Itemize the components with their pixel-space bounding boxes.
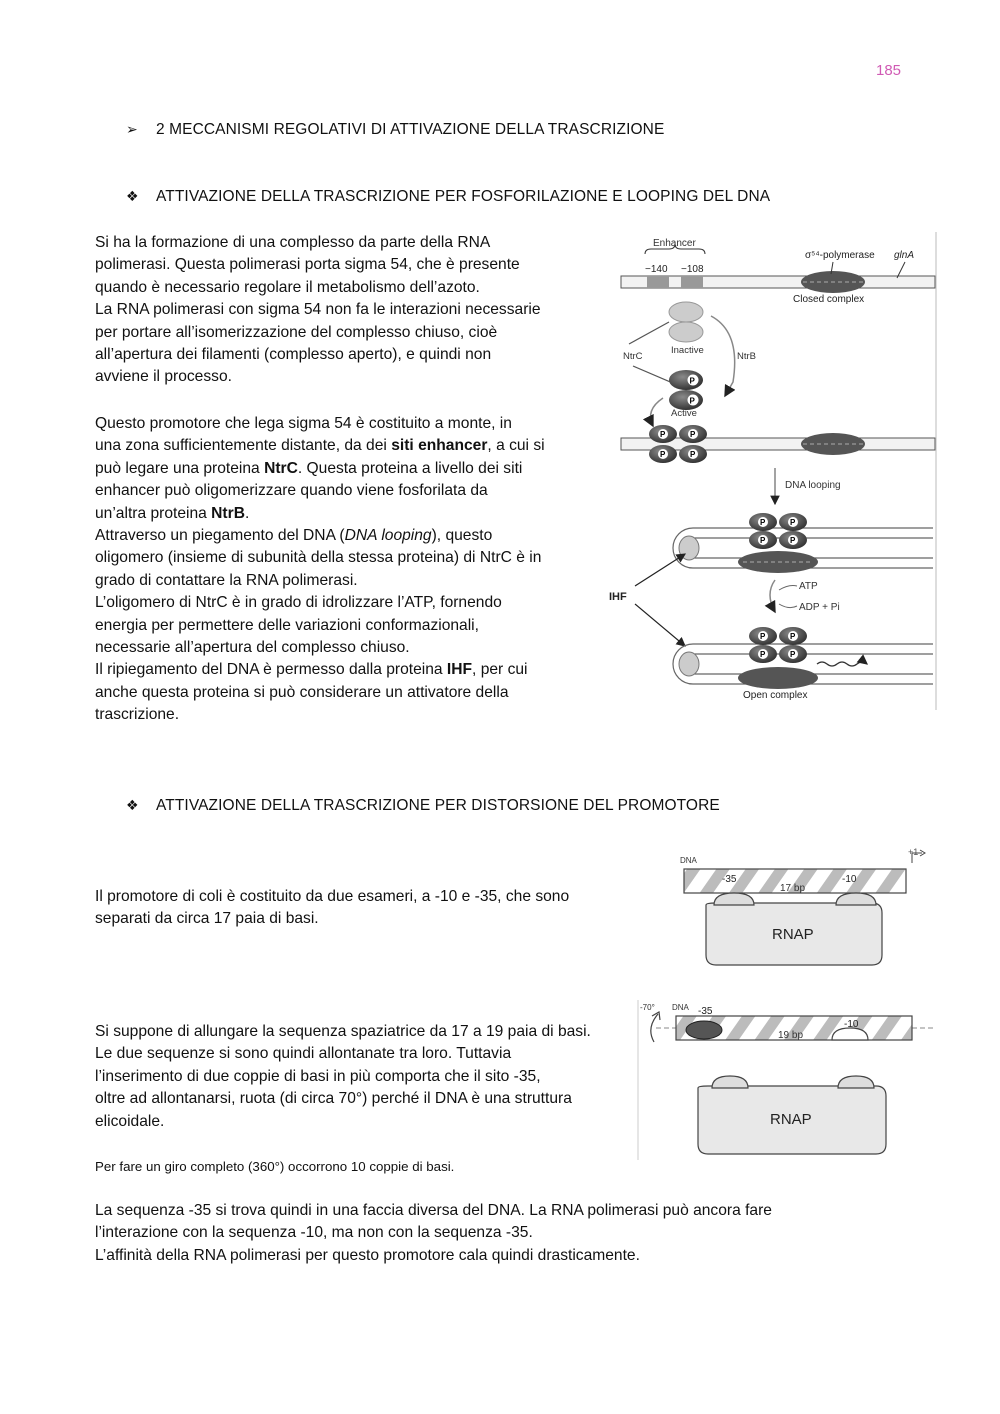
svg-text:P: P [790, 518, 796, 527]
text-line: all’apertura dei filamenti (complesso aperto), e quindi non [95, 346, 492, 364]
atp-label: ATP [799, 581, 818, 592]
page-number: 185 [876, 62, 902, 79]
minus-140-label: −140 [645, 264, 668, 275]
rnap-label: RNAP [772, 926, 814, 943]
section2-paragraph-2 [95, 1021, 640, 1133]
term-siti-enhancer: siti enhancer [391, 437, 488, 455]
text-line: separati da circa 17 paia di basi. [95, 910, 319, 928]
svg-text:P: P [760, 650, 766, 659]
open-complex-label: Open complex [743, 690, 808, 701]
text-line: oligomero (insieme di subunità della stessa proteina) di NtrC è in [95, 549, 542, 567]
minus-10-label: -10 [842, 874, 857, 885]
section2-paragraph-3 [95, 1200, 875, 1267]
minus-108-label: −108 [681, 264, 704, 275]
text-line: l’inserimento di due coppie di basi in più comporta che il sito -35, [95, 1067, 541, 1085]
arrow-bullet-icon: ➢ [126, 121, 138, 137]
spacer-17bp-label: 17 bp [780, 883, 806, 894]
text-line: Si suppone di allungare la sequenza spaziatrice da 17 a 19 paia di basi. [95, 1023, 591, 1040]
text-line: elicoidale. [95, 1112, 165, 1130]
text-line: l’interazione con la sequenza -10, ma non con la sequenza -35. [95, 1224, 533, 1242]
text-line: L’oligomero di NtrC è in grado di idrolizzare l’ATP, fornendo [95, 594, 502, 612]
svg-text:P: P [760, 632, 766, 641]
text-line: Attraverso un piegamento del DNA (DNA looping), questo [95, 527, 493, 545]
section1-paragraph-2 [95, 413, 595, 727]
text-line: per portare all’isomerizzazione del complesso chiuso, cioè [95, 323, 498, 341]
ihf-label: IHF [609, 591, 627, 603]
text-line: necessarie all’apertura del complesso chiuso. [95, 639, 410, 657]
term-ntrc: NtrC [264, 459, 298, 477]
text-line: Si ha la formazione di una complesso da parte della RNA [95, 234, 491, 251]
enhancer-site [681, 276, 703, 288]
svg-text:P: P [690, 450, 696, 459]
main-heading-text: 2 MECCANISMI REGOLATIVI DI ATTIVAZIONE DELLA TRASCRIZIONE [156, 121, 665, 138]
text-line: enhancer può oligomerizzare quando viene fosforilata da [95, 482, 488, 500]
minus-10-label: -10 [844, 1019, 859, 1030]
svg-text:P: P [760, 536, 766, 545]
dna-looping-label: DNA looping [785, 480, 841, 491]
diamond-bullet-icon: ❖ [126, 797, 139, 813]
text-line: Questo promotore che lega sigma 54 è costituito a monte, in [95, 415, 512, 432]
promoter-17bp-figure [676, 843, 938, 967]
minus-35-label: -35 [698, 1006, 713, 1017]
spacer-19bp-label: 19 bp [778, 1030, 804, 1041]
enhancer-label: Enhancer [653, 238, 696, 249]
ntrc-label: NtrC [623, 351, 643, 362]
section2-note: Per fare un giro completo (360°) occorrono 10 coppie di basi. [95, 1159, 455, 1174]
svg-text:P: P [790, 536, 796, 545]
text-line: oltre ad allontanarsi, ruota (di circa 70°) perché il DNA è una struttura [95, 1090, 572, 1108]
text-line: quando è necessario regolare il metabolismo dell’azoto. [95, 278, 480, 296]
enhancer-site [647, 276, 669, 288]
text-line: grado di contattare la RNA polimerasi. [95, 571, 358, 589]
text-line: avviene il processo. [95, 368, 232, 386]
svg-text:P: P [689, 376, 695, 386]
term-ntrb: NtrB [211, 504, 245, 522]
text-line: L’affinità della RNA polimerasi per questo promotore cala quindi drasticamente. [95, 1246, 640, 1264]
dna-label: DNA [680, 856, 697, 865]
section1-paragraph-1 [95, 232, 595, 389]
text-line: polimerasi. Questa polimerasi porta sigma 54, che è presente [95, 256, 520, 274]
text-line: Il ripiegamento del DNA è permesso dalla proteina IHF, per cui [95, 661, 528, 679]
text-line: un’altra proteina NtrB. [95, 504, 250, 522]
svg-text:P: P [660, 450, 666, 459]
text-line: anche questa proteina si può considerare un attivatore della [95, 683, 509, 701]
text-line: una zona sufficientemente distante, da dei siti enhancer, a cui si [95, 437, 545, 455]
section2-paragraph-1 [95, 886, 635, 931]
glna-label: glnA [894, 250, 915, 261]
section1-heading [126, 188, 770, 206]
ntrb-label: NtrB [737, 351, 756, 362]
svg-text:P: P [689, 396, 695, 406]
inactive-label: Inactive [671, 345, 704, 356]
minus-35-site [686, 1021, 722, 1039]
text-line: Le due sequenze si sono quindi allontanate tra loro. Tuttavia [95, 1045, 512, 1063]
text-line: può legare una proteina NtrC. Questa proteina a livello dei siti [95, 459, 523, 477]
rotation-angle-label: -70° [640, 1003, 655, 1012]
plus1-label: +1 [908, 847, 919, 857]
minus-35-label: -35 [722, 874, 737, 885]
diamond-bullet-icon: ❖ [126, 188, 139, 204]
section2-title: ATTIVAZIONE DELLA TRASCRIZIONE PER DISTORSIONE DEL PROMOTORE [156, 797, 720, 814]
svg-text:P: P [660, 430, 666, 439]
ntrc-looping-figure [593, 232, 938, 710]
section2-heading [126, 797, 720, 815]
term-ihf: IHF [446, 661, 473, 679]
text-line: Il promotore di coli è costituito da due esameri, a -10 e -35, che sono [95, 888, 570, 905]
dna-label: DNA [672, 1003, 689, 1012]
text-line: La RNA polimerasi con sigma 54 non fa le interazioni necessarie [95, 301, 541, 319]
svg-text:P: P [760, 518, 766, 527]
rnap-label: RNAP [770, 1111, 812, 1128]
adp-pi-label: ADP + Pi [799, 602, 840, 613]
active-label: Active [671, 408, 697, 419]
svg-text:P: P [690, 430, 696, 439]
term-dna-looping: DNA looping [344, 527, 432, 545]
text-line: trascrizione. [95, 706, 180, 724]
promoter-19bp-figure [636, 1000, 938, 1160]
section1-title: ATTIVAZIONE DELLA TRASCRIZIONE PER FOSFORILAZIONE E LOOPING DEL DNA [156, 188, 771, 205]
svg-text:P: P [790, 632, 796, 641]
text-line: La sequenza -35 si trova quindi in una faccia diversa del DNA. La RNA polimerasi può ancora fare [95, 1202, 772, 1219]
sigma-polymerase-label: σ⁵⁴-polymerase [805, 250, 875, 261]
closed-complex-label: Closed complex [793, 294, 865, 305]
text-line: energia per permettere delle variazioni conformazionali, [95, 616, 479, 634]
svg-text:P: P [790, 650, 796, 659]
main-heading [126, 121, 664, 139]
